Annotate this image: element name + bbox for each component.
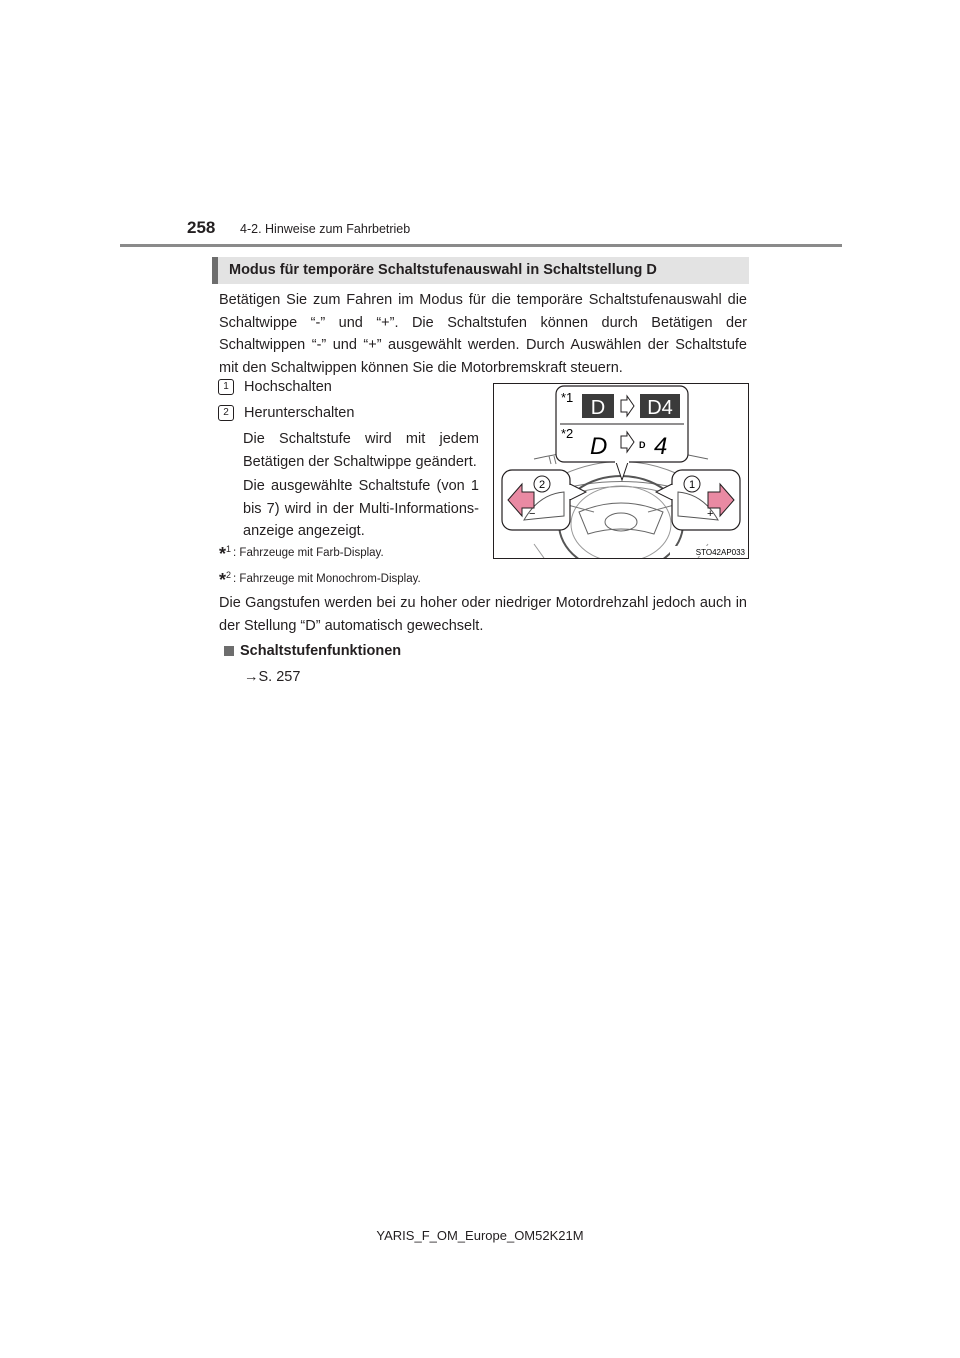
auto-shift-note: Die Gangstufen werden bei zu hoher oder niedriger Motordrehzahl jedoch auch in der Stellung “D” automatisch gewechselt. [219,595,747,634]
marker-mono: *2 [561,426,574,441]
callout-1-text: 1 [688,479,696,491]
paddle-shift-illustration [493,383,749,559]
color-display-to-text: D4 [647,397,673,419]
square-bullet-icon [224,646,234,656]
marker-color: *1 [561,390,574,405]
step-label: Herunterschalten [244,404,355,421]
figure-code: STO42AP033 [695,548,745,557]
paddle-plus-label: + [707,508,714,520]
callout-2-text: 2 [538,479,546,491]
mono-display-to: 4 [654,433,668,460]
step-label: Hochschalten [244,378,332,395]
color-display-from-text: D [590,397,606,419]
footnote-color-display [219,540,384,564]
shift-step-description: Die Schaltstufe wird mit jedem Betätigen der Schaltwippe geändert. [243,431,479,470]
footnote-number: 1 [226,544,232,554]
step-downshift [218,402,354,424]
paddle-minus-label: − [529,508,536,520]
header-rule [120,244,842,247]
section-heading-text: Modus für temporäre Schaltstufenauswahl in Schaltstellung D [229,262,657,278]
mono-display-small-d: D [639,440,646,450]
subheading-text: Schaltstufenfunktionen [240,643,402,659]
footer-doc-id: YARIS_F_OM_Europe_OM52K21M [376,1228,584,1243]
section-heading [212,257,749,284]
step-number-badge: 2 [218,405,234,421]
footnote-text: : Fahrzeuge mit Monochrom-Display. [233,573,421,585]
step-upshift [218,376,332,398]
footnote-text: : Fahrzeuge mit Farb-Display. [233,547,384,559]
footnote-star: * [219,544,227,564]
step-number-badge: 1 [218,379,234,395]
page-reference-link[interactable]: →S. 257 [244,669,301,685]
page-number: 258 [187,218,216,237]
footnote-mono-display [219,566,421,590]
footnote-star: * [219,570,227,590]
mono-display-from: D [590,433,608,460]
footnote-number: 2 [226,570,232,580]
display-description: Die ausgewählte Schaltstufe (von 1 bis 7) wird in der Multi-Informationsanzeige angezeigt. [243,478,479,539]
steering-wheel-figure [494,384,748,558]
subheading [219,640,401,663]
section-label: 4-2. Hinweise zum Fahrbetrieb [240,222,411,236]
intro-paragraph: Betätigen Sie zum Fahren im Modus für die temporäre Schaltstufenauswahl die Schaltwippe “-” und “+”. Die Schaltstufen können durch Betätigen der Schaltwippen “-” und “+” ausgewählt werden. Durch Auswählen der Schaltstufe mit den Schaltwippen können Sie die Motorbremskraft steuern. [219,292,747,376]
